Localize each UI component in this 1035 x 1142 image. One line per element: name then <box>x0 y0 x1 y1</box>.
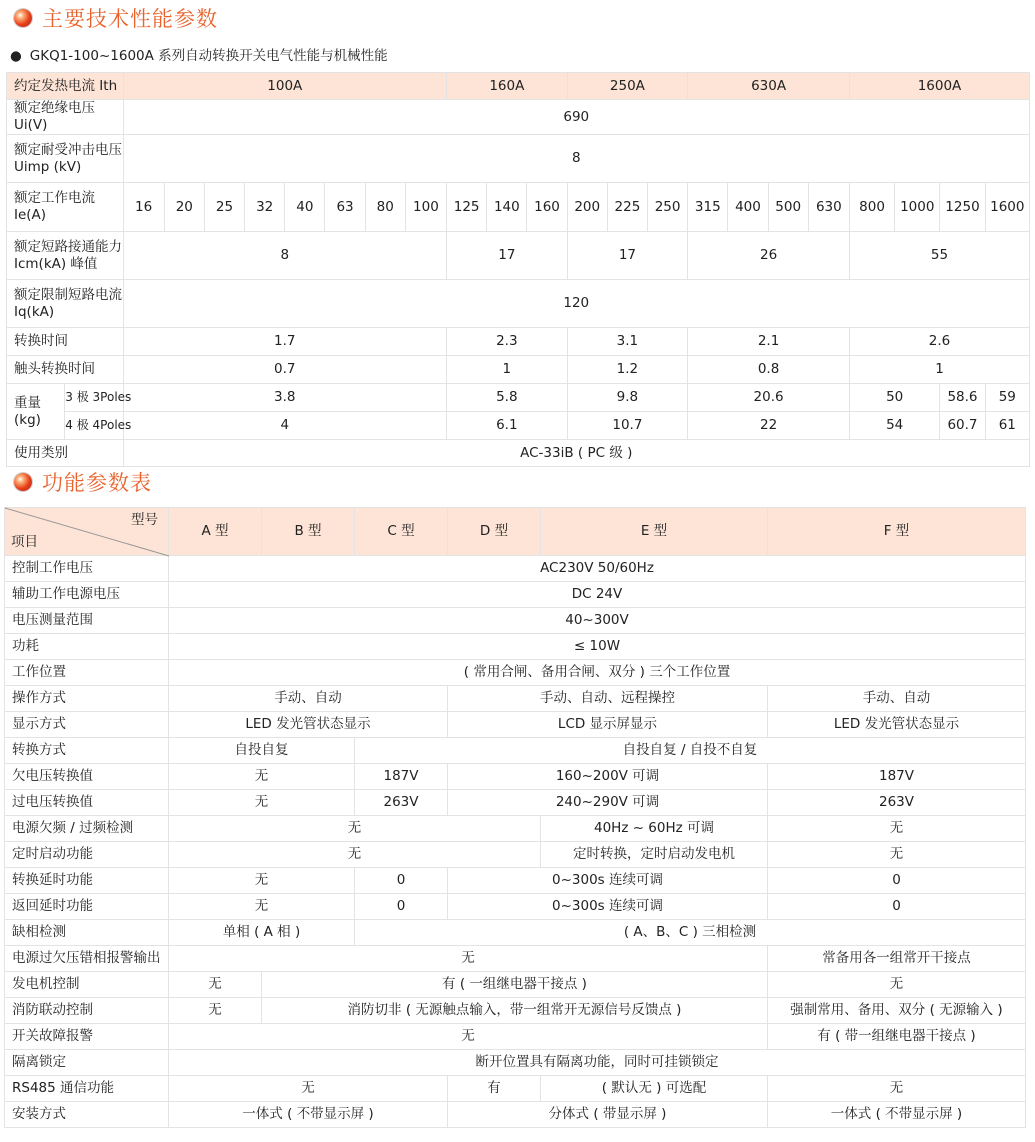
table-row <box>5 868 1026 894</box>
section-title-functions <box>14 467 152 497</box>
table-cell: AC230V 50/60Hz <box>169 556 1026 582</box>
subtitle-text: GKQ1-100~1600A 系列自动转换开关电气性能与机械性能 <box>29 48 388 64</box>
table-cell: 1600 <box>985 183 1029 232</box>
table-cell: 690 <box>123 100 1029 135</box>
table-row <box>7 232 1030 280</box>
table-row <box>5 1050 1026 1076</box>
table-cell: LCD 显示屏显示 <box>448 712 768 738</box>
table-cell: 单相 ( A 相 ) <box>169 920 355 946</box>
type-header: E 型 <box>541 508 768 556</box>
table-cell: 26 <box>688 232 850 280</box>
table-cell: 120 <box>123 280 1029 328</box>
table-cell: 17 <box>447 232 568 280</box>
function-table <box>4 507 1026 1128</box>
model-header-label: 型号 <box>131 512 158 528</box>
table-cell: 4 <box>123 412 447 440</box>
type-header: C 型 <box>355 508 448 556</box>
table-cell: 有 ( 一组继电器干接点 ) <box>262 972 768 998</box>
row-label: 显示方式 <box>5 712 169 738</box>
row-label: 过电压转换值 <box>5 790 169 816</box>
table-cell: 6.1 <box>447 412 568 440</box>
table-cell: 一体式 ( 不带显示屏 ) <box>169 1102 448 1128</box>
table-cell: 263V <box>768 790 1026 816</box>
row-label: 约定发热电流 Ith <box>7 73 124 100</box>
row-label: 开关故障报警 <box>5 1024 169 1050</box>
row-label: 发电机控制 <box>5 972 169 998</box>
table-cell: 25 <box>204 183 244 232</box>
row-label: 转换延时功能 <box>5 868 169 894</box>
table-row <box>5 1102 1026 1128</box>
table-cell: 无 <box>169 1024 768 1050</box>
table-cell: 手动、自动 <box>169 686 448 712</box>
table-cell: LED 发光管状态显示 <box>169 712 448 738</box>
table-cell: 3.1 <box>567 328 688 356</box>
table-cell: 无 <box>169 842 541 868</box>
row-label: 电源过欠压错相报警输出 <box>5 946 169 972</box>
table-cell: 0 <box>355 894 448 920</box>
table-cell: 80 <box>365 183 405 232</box>
table-cell: 无 <box>169 894 355 920</box>
table-cell: 140 <box>487 183 527 232</box>
type-header: B 型 <box>262 508 355 556</box>
table-cell: 无 <box>768 972 1026 998</box>
table-row <box>5 894 1026 920</box>
table-cell: 消防切非 ( 无源触点输入，带一组常开无源信号反馈点 ) <box>262 998 768 1024</box>
row-label: 转换时间 <box>7 328 124 356</box>
table-cell: 有 ( 带一组继电器干接点 ) <box>768 1024 1026 1050</box>
table-cell: 自投自复 / 自投不自复 <box>355 738 1026 764</box>
table-cell: 200 <box>567 183 607 232</box>
table-cell: ≤ 10W <box>169 634 1026 660</box>
row-label: 返回延时功能 <box>5 894 169 920</box>
table-row <box>5 582 1026 608</box>
table-cell: 无 <box>768 1076 1026 1102</box>
row-label: 重量 (kg) <box>7 384 65 440</box>
table-cell: 无 <box>169 790 355 816</box>
table-cell: 无 <box>169 816 541 842</box>
table-row <box>7 356 1030 384</box>
table-row <box>7 412 1030 440</box>
table-cell: DC 24V <box>169 582 1026 608</box>
table-subtitle <box>10 44 388 64</box>
table-cell: 22 <box>688 412 850 440</box>
row-label: 额定工作电流 Ie(A) <box>7 183 124 232</box>
table-cell: 58.6 <box>940 384 985 412</box>
table-row <box>5 1076 1026 1102</box>
table-cell: 1000 <box>895 183 940 232</box>
table-cell: 1 <box>447 356 568 384</box>
table-cell: 无 <box>169 998 262 1024</box>
table-cell: 32 <box>245 183 285 232</box>
table-cell: 61 <box>985 412 1029 440</box>
table-cell: 187V <box>355 764 448 790</box>
table-cell: 17 <box>567 232 688 280</box>
table-row <box>5 972 1026 998</box>
row-label: 转换方式 <box>5 738 169 764</box>
table-cell: 1 <box>849 356 1029 384</box>
table-cell: ( 常用合闸、备用合闸、双分 ) 三个工作位置 <box>169 660 1026 686</box>
row-label: 控制工作电压 <box>5 556 169 582</box>
table-cell: 无 <box>169 946 768 972</box>
table-cell: 无 <box>169 868 355 894</box>
row-label: 电压测量范围 <box>5 608 169 634</box>
table-cell: 定时转换，定时启动发电机 <box>541 842 768 868</box>
row-label: 消防联动控制 <box>5 998 169 1024</box>
red-dot-icon <box>14 9 32 27</box>
table-cell: 常备用各一组常开干接点 <box>768 946 1026 972</box>
item-header-label: 项目 <box>11 534 38 550</box>
row-label: 安装方式 <box>5 1102 169 1128</box>
table-cell: 强制常用、备用、双分 ( 无源输入 ) <box>768 998 1026 1024</box>
table-cell: 0.8 <box>688 356 850 384</box>
table-cell: 1250 <box>940 183 985 232</box>
table-cell: 630A <box>688 73 850 100</box>
specs-table <box>6 72 1030 467</box>
table-cell: 一体式 ( 不带显示屏 ) <box>768 1102 1026 1128</box>
table-row <box>5 842 1026 868</box>
table-cell: 手动、自动、远程操控 <box>448 686 768 712</box>
table-cell: 40 <box>285 183 325 232</box>
table-row <box>5 608 1026 634</box>
table-cell: 1.7 <box>123 328 447 356</box>
table-cell: 160 <box>527 183 567 232</box>
table-row <box>5 686 1026 712</box>
table-row <box>7 100 1030 135</box>
row-label: 欠电压转换值 <box>5 764 169 790</box>
table-cell: 263V <box>355 790 448 816</box>
table-row <box>7 384 1030 412</box>
row-label: 操作方式 <box>5 686 169 712</box>
section-title-specs <box>14 3 218 33</box>
row-label: 辅助工作电源电压 <box>5 582 169 608</box>
table-cell: 8 <box>123 232 447 280</box>
table-cell: 8 <box>123 135 1029 183</box>
bullet-icon: ● <box>10 48 22 64</box>
row-label: 额定短路接通能力 Icm(kA) 峰值 <box>7 232 124 280</box>
table-cell: 0~300s 连续可调 <box>448 868 768 894</box>
table-row <box>5 634 1026 660</box>
row-label: 额定耐受冲击电压 Uimp (kV) <box>7 135 124 183</box>
table-row <box>5 816 1026 842</box>
table-cell: 60.7 <box>940 412 985 440</box>
table-cell: 187V <box>768 764 1026 790</box>
type-header: F 型 <box>768 508 1026 556</box>
section-title-text: 主要技术性能参数 <box>42 7 218 31</box>
table-cell: 2.3 <box>447 328 568 356</box>
diagonal-header-cell <box>5 508 169 556</box>
table-row <box>7 280 1030 328</box>
row-label: RS485 通信功能 <box>5 1076 169 1102</box>
table-cell: 分体式 ( 带显示屏 ) <box>448 1102 768 1128</box>
row-sublabel: 3 极 3Poles <box>65 384 123 412</box>
row-label: 额定绝缘电压 Ui(V) <box>7 100 124 135</box>
table-cell: 500 <box>768 183 808 232</box>
row-label: 隔离锁定 <box>5 1050 169 1076</box>
table-cell: 100A <box>123 73 447 100</box>
table-cell: 无 <box>169 1076 448 1102</box>
table-cell: 160A <box>447 73 568 100</box>
table-cell: 55 <box>849 232 1029 280</box>
table-cell: 100 <box>405 183 446 232</box>
table-cell: 240~290V 可调 <box>448 790 768 816</box>
table-cell: 3.8 <box>123 384 447 412</box>
table-cell: 有 <box>448 1076 541 1102</box>
red-dot-icon <box>14 473 32 491</box>
table-cell: 自投自复 <box>169 738 355 764</box>
table-cell: 0.7 <box>123 356 447 384</box>
section-title-text: 功能参数表 <box>42 471 152 495</box>
table-cell: 无 <box>768 816 1026 842</box>
table-cell: AC-33iB ( PC 级 ) <box>123 440 1029 467</box>
table-cell: 断开位置具有隔离功能，同时可挂锁锁定 <box>169 1050 1026 1076</box>
table-cell: 1600A <box>849 73 1029 100</box>
row-label: 电源欠频 / 过频检测 <box>5 816 169 842</box>
table-cell: 40~300V <box>169 608 1026 634</box>
table-cell: ( A、B、C ) 三相检测 <box>355 920 1026 946</box>
table-cell: 1.2 <box>567 356 688 384</box>
table-row <box>5 660 1026 686</box>
table-row <box>5 998 1026 1024</box>
table-row <box>5 1024 1026 1050</box>
table-cell: 250A <box>567 73 688 100</box>
table-cell: 无 <box>768 842 1026 868</box>
table-cell: 2.1 <box>688 328 850 356</box>
table-cell: 20 <box>164 183 204 232</box>
table-cell: 无 <box>169 972 262 998</box>
table-row <box>5 556 1026 582</box>
type-header: D 型 <box>448 508 541 556</box>
table-row <box>7 328 1030 356</box>
row-label: 额定限制短路电流 Iq(kA) <box>7 280 124 328</box>
table-row <box>5 738 1026 764</box>
row-label: 缺相检测 <box>5 920 169 946</box>
table-cell: 10.7 <box>567 412 688 440</box>
table-row <box>5 712 1026 738</box>
table-row <box>5 920 1026 946</box>
table-row <box>7 73 1030 100</box>
table-cell: LED 发光管状态显示 <box>768 712 1026 738</box>
table-cell: 400 <box>728 183 768 232</box>
row-label: 工作位置 <box>5 660 169 686</box>
table-cell: 0 <box>768 894 1026 920</box>
table-cell: 50 <box>849 384 939 412</box>
row-label: 定时启动功能 <box>5 842 169 868</box>
table-row <box>7 135 1030 183</box>
table-cell: 250 <box>648 183 688 232</box>
table-cell: 20.6 <box>688 384 850 412</box>
table-row <box>7 440 1030 467</box>
table-cell: 5.8 <box>447 384 568 412</box>
table-cell: 9.8 <box>567 384 688 412</box>
table-cell: 0 <box>768 868 1026 894</box>
table-cell: 630 <box>808 183 849 232</box>
row-label: 功耗 <box>5 634 169 660</box>
table-cell: 125 <box>447 183 487 232</box>
table-cell: 160~200V 可调 <box>448 764 768 790</box>
table-cell: 0~300s 连续可调 <box>448 894 768 920</box>
type-header: A 型 <box>169 508 262 556</box>
row-sublabel: 4 极 4Poles <box>65 412 123 440</box>
table-cell: 54 <box>849 412 939 440</box>
table-row <box>5 790 1026 816</box>
row-label: 触头转换时间 <box>7 356 124 384</box>
table-cell: 2.6 <box>849 328 1029 356</box>
table-cell: 63 <box>325 183 365 232</box>
row-label: 使用类别 <box>7 440 124 467</box>
table-row <box>7 183 1030 232</box>
table-header-row <box>5 508 1026 556</box>
table-cell: 16 <box>123 183 164 232</box>
table-cell: 0 <box>355 868 448 894</box>
table-cell: 315 <box>688 183 728 232</box>
table-cell: 59 <box>985 384 1029 412</box>
table-cell: 40Hz ~ 60Hz 可调 <box>541 816 768 842</box>
table-row <box>5 764 1026 790</box>
table-row <box>5 946 1026 972</box>
table-cell: 手动、自动 <box>768 686 1026 712</box>
table-cell: 800 <box>849 183 894 232</box>
table-cell: 无 <box>169 764 355 790</box>
table-cell: 225 <box>607 183 647 232</box>
table-cell: ( 默认无 ) 可选配 <box>541 1076 768 1102</box>
